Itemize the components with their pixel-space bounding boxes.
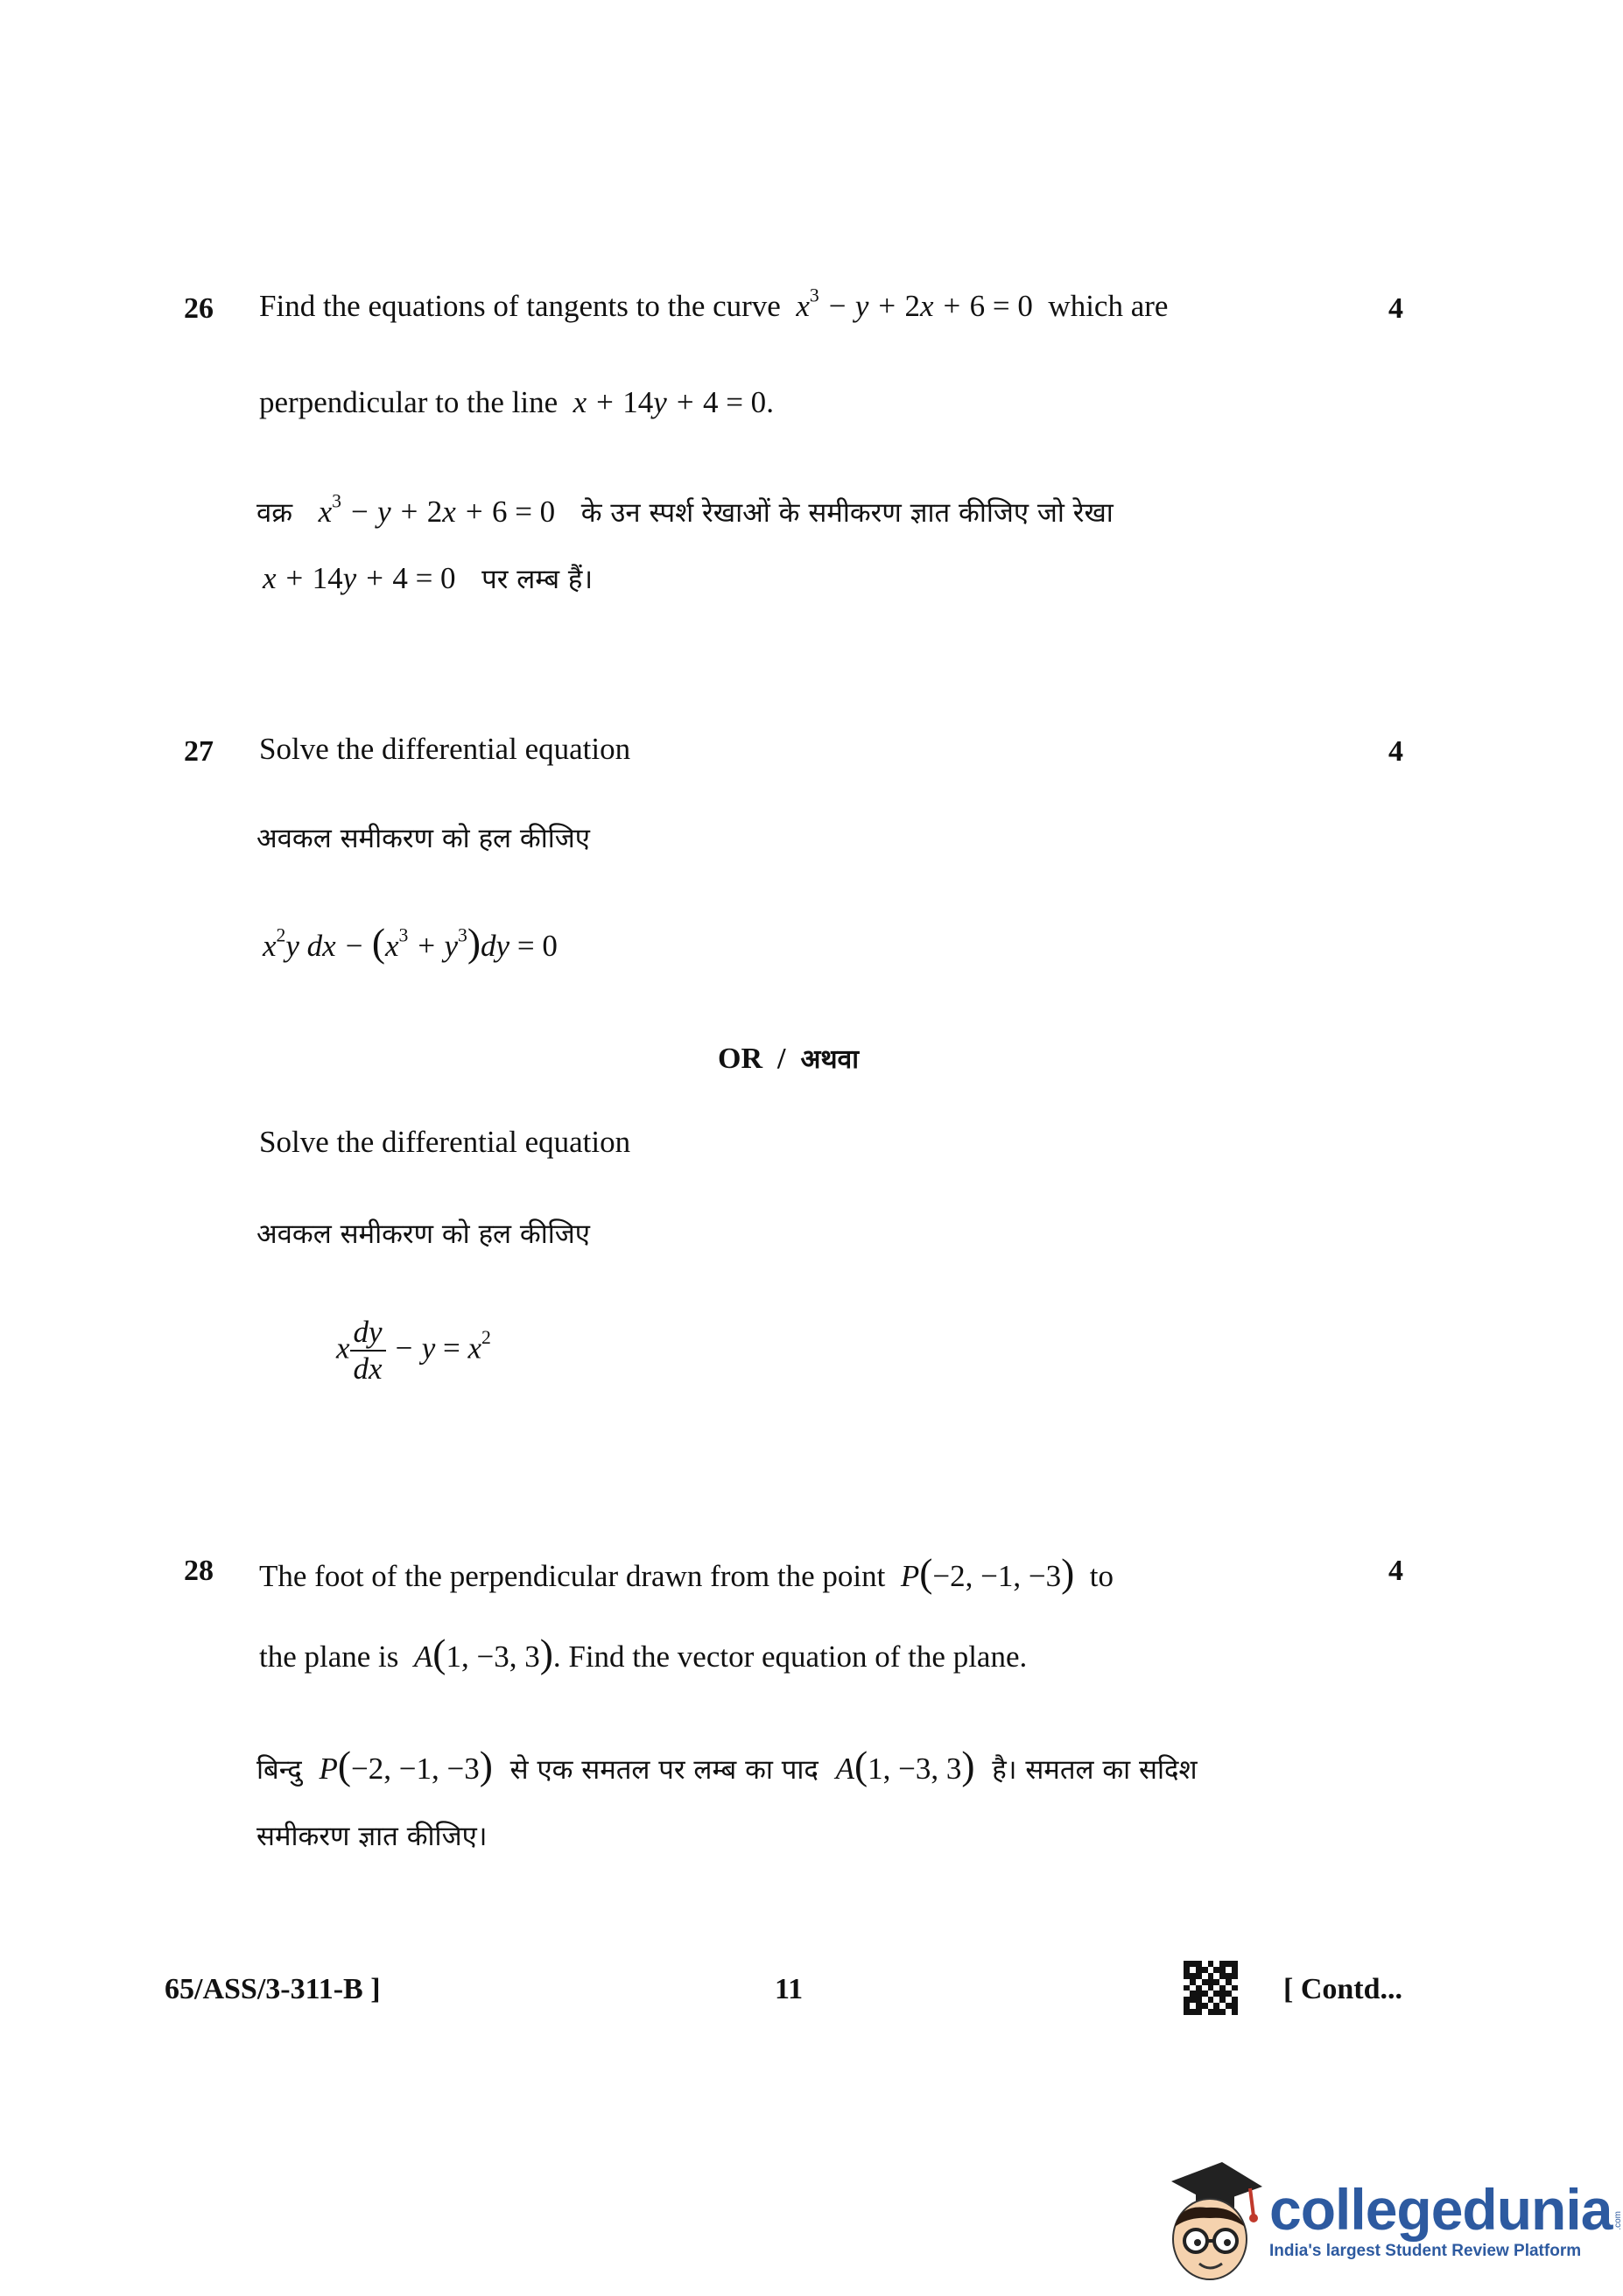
line-equation-hindi: x + 14y + 4 = 0 (263, 561, 456, 595)
point-p-hindi: P(−2, −1, −3) (319, 1743, 493, 1787)
paper-code: 65/ASS/3-311-B ] (165, 1973, 381, 2005)
page-number: 11 (775, 1973, 804, 2005)
q28-hindi-c: है। समतल का सदिश (992, 1754, 1198, 1786)
q26-english-line-2: perpendicular to the line x + 14y + 4 = 0. (259, 385, 774, 419)
q27-alt-hindi-line: अवकल समीकरण को हल कीजिए (256, 1218, 590, 1250)
q26-english-line-1 (259, 284, 1169, 324)
q27-english-line: Solve the differential equation (259, 732, 631, 766)
or-divider (718, 1040, 859, 1076)
q26-hindi-c: पर लम्ब हैं। (481, 564, 594, 595)
q26-text-a: Find the equations of tangents to the curve (259, 289, 781, 323)
logo-wordmark: collegedunia (1269, 2177, 1612, 2242)
or-separator: / (777, 1043, 786, 1075)
curve-equation-hindi: $x^3 - y + 2x + 6 = 0$ (318, 490, 556, 529)
q28-english-line-2 (259, 1630, 1027, 1676)
q28-hindi-a: बिन्दु (256, 1754, 302, 1786)
logo-tld: .com (1613, 2211, 1623, 2230)
q26-hindi-line-1 (256, 490, 1114, 530)
q26-hindi-a: वक्र (256, 497, 293, 529)
marks-27: 4 (1388, 735, 1403, 768)
q28-text-a: The foot of the perpendicular drawn from the point (259, 1559, 886, 1593)
q28-hindi-line-2: समीकरण ज्ञात कीजिए। (256, 1821, 488, 1852)
point-a-hindi: A(1, −3, 3) (835, 1743, 975, 1787)
question-number-28: 28 (184, 1555, 214, 1587)
q27-alt-differential-equation: x $\frac{dy}{dx}$ − $y = x^2$ (336, 1315, 491, 1387)
or-hindi: अथवा (800, 1044, 859, 1075)
q28-text-to: to (1089, 1559, 1114, 1593)
q28-hindi-line-1 (256, 1742, 1198, 1788)
q28-english-line-1 (259, 1549, 1114, 1596)
or-label: OR (718, 1043, 762, 1075)
q26-hindi-line-2 (263, 560, 593, 597)
q26-text-c: perpendicular to the line (259, 385, 559, 419)
question-number-26: 26 (184, 292, 214, 325)
q26-hindi-b: के उन स्पर्श रेखाओं के समीकरण ज्ञात कीजिए जो रेखा (580, 497, 1114, 529)
continued-label: [ Contd... (1283, 1973, 1403, 2005)
curve-equation: $x^3 - y + 2x + 6 = 0$ (796, 284, 1033, 323)
point-a: A(1, −3, 3) (413, 1631, 553, 1675)
marks-28: 4 (1388, 1555, 1403, 1587)
q28-hindi-b: से एक समतल पर लम्ब का पाद (509, 1754, 819, 1786)
q26-text-b: which are (1048, 289, 1169, 323)
qr-code-icon (1184, 1961, 1238, 2015)
q27-hindi-line: अवकल समीकरण को हल कीजिए (256, 823, 590, 854)
logo-tagline: India's largest Student Review Platform (1269, 2242, 1582, 2260)
q27-alt-english-line: Solve the differential equation (259, 1125, 631, 1159)
line-equation: x + 14y + 4 = 0 (573, 385, 767, 419)
question-number-27: 27 (184, 735, 214, 768)
mascot-icon (1154, 2155, 1266, 2286)
collegedunia-logo (1154, 2155, 1623, 2286)
point-p: P(−2, −1, −3) (900, 1550, 1075, 1595)
q27-differential-equation: $x^2y$ dx − $(x^3 + y^3)dy = 0$ (263, 920, 558, 965)
marks-26: 4 (1388, 292, 1403, 325)
q28-text-b: the plane is (259, 1639, 399, 1674)
q28-text-c: . Find the vector equation of the plane. (552, 1639, 1028, 1674)
